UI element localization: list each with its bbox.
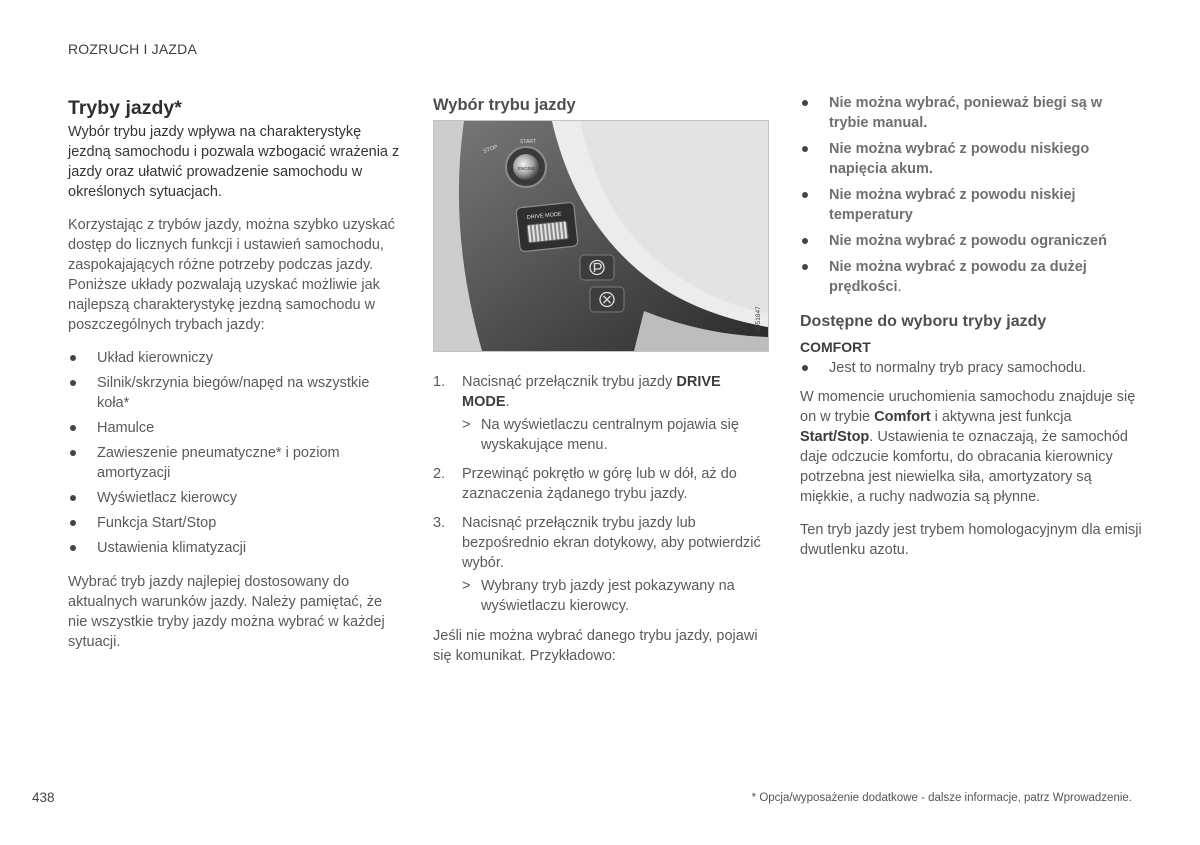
page-title: Tryby jazdy* xyxy=(68,97,182,119)
step-body xyxy=(462,372,771,455)
step-number: 1. xyxy=(433,374,446,390)
step-result-text: Wybrany tryb jazdy jest pokazywany na wyświetlaczu kierowcy. xyxy=(481,578,735,614)
list-item: Układ kierowniczy xyxy=(68,348,402,368)
message-text: Nie można wybrać, ponieważ biegi są w trybie manual. xyxy=(829,95,1103,131)
closing-paragraph: Wybrać tryb jazdy najlepiej dostosowany do aktualnych warunków jazdy. Należy pamiętać, że nie wszystkie tryby jazdy można wybrać w każdej sytuacji. xyxy=(68,574,385,650)
message-item xyxy=(800,93,1145,133)
message-item xyxy=(800,185,1145,225)
body-paragraph: Ten tryb jazdy jest trybem homologacyjnym dla emisji dwutlenku azotu. xyxy=(800,522,1142,558)
emphasized-term: DRIVE MODE xyxy=(462,374,721,410)
step-number: 3. xyxy=(433,515,446,531)
message-text: Nie można wybrać z powodu ograniczeń xyxy=(829,233,1107,249)
drive-mode-console-photo xyxy=(434,121,768,351)
intro-paragraph: Wybór trybu jazdy wpływa na charakterystykę jezdną samochodu i pozwala wzbogacić wrażenia z jazdy oraz ułatwić prowadzenie samochodu w określonych sytuacjach. xyxy=(68,124,400,200)
drive-mode-console-figure xyxy=(433,120,769,352)
result-marker: > xyxy=(462,578,471,594)
available-modes-heading: Dostępne do wyboru tryby jazdy xyxy=(800,313,1047,330)
start-label: START xyxy=(520,139,536,145)
message-text: Nie można wybrać z powodu niskiej temperatury xyxy=(829,187,1076,223)
unavailable-messages-list xyxy=(800,93,1145,297)
column-selection xyxy=(433,93,771,679)
step-text: Nacisnąć przełącznik trybu jazdy lub bezpośrednio ekran dotykowy, aby potwierdzić wybór. xyxy=(462,515,761,571)
message-text: Nie można wybrać z powodu za dużej prędkości xyxy=(829,259,1087,295)
message-item xyxy=(800,257,1145,297)
parking-brake-button xyxy=(580,255,614,280)
column-modes xyxy=(800,93,1145,573)
emphasized-term: Comfort xyxy=(874,409,931,425)
message-item xyxy=(800,139,1145,179)
selection-steps xyxy=(433,372,771,616)
list-item: Wyświetlacz kierowcy xyxy=(68,488,402,508)
step-body xyxy=(462,464,771,504)
affected-systems-list xyxy=(68,348,402,558)
engine-label: ENGINE xyxy=(518,166,536,171)
step-item xyxy=(433,513,771,616)
list-item: Jest to normalny tryb pracy samochodu. xyxy=(800,358,1145,378)
step-result xyxy=(462,415,771,455)
comfort-bullets xyxy=(800,358,1145,378)
step-result xyxy=(462,576,771,616)
list-item: Zawieszenie pneumatyczne* i poziom amortyzacji xyxy=(68,443,402,483)
column-intro xyxy=(68,93,402,665)
list-item: Hamulce xyxy=(68,418,402,438)
list-item: Funkcja Start/Stop xyxy=(68,513,402,533)
selection-heading: Wybór trybu jazdy xyxy=(433,96,576,114)
step-item xyxy=(433,464,771,504)
body-paragraph: W momencie uruchomienia samochodu znajduje się on w trybie Comfort i aktywna jest funkcja Start/Stop. Ustawienia te oznaczają, że samochód daje odczucie komfortu, do obracania kierownicy potrzebna jest niewielka siła, amortyzatory są miękkie, a ruchy nadwozia są płynne. xyxy=(800,389,1136,505)
page-number: 438 xyxy=(32,790,55,805)
drive-mode-label: DRIVE MODE xyxy=(526,211,562,222)
description-paragraph: Korzystając z trybów jazdy, można szybko uzyskać dostęp do licznych funkcji i ustawień samochodu, zaspokajających różne potrzeby podczas jazdy. Poniższe układy pozwalają uzyskać możliwie jak najlepszą charakterystykę jezdną samochodu w poszczególnych trybach jazdy: xyxy=(68,217,395,333)
step-result-text: Na wyświetlaczu centralnym pojawia się wyskakujące menu. xyxy=(481,417,739,453)
comfort-description xyxy=(800,387,1145,560)
list-item: Silnik/skrzynia biegów/napęd na wszystkie koła* xyxy=(68,373,402,413)
mode-name-comfort: COMFORT xyxy=(800,339,871,355)
step-number: 2. xyxy=(433,466,446,482)
message-text: Nie można wybrać z powodu niskiego napięcia akum. xyxy=(829,141,1090,177)
section-header: ROZRUCH I JAZDA xyxy=(68,41,197,57)
list-item: Ustawienia klimatyzacji xyxy=(68,538,402,558)
figure-code: G051847 xyxy=(755,306,762,333)
emphasized-term: Start/Stop xyxy=(800,429,870,445)
stop-label: STOP xyxy=(482,144,499,155)
footnote: * Opcja/wyposażenie dodatkowe - dalsze informacje, patrz Wprowadzenie. xyxy=(751,792,1132,804)
step-text: Nacisnąć przełącznik trybu jazdy DRIVE MODE. xyxy=(462,374,721,410)
result-marker: > xyxy=(462,417,471,433)
drive-mode-roller xyxy=(527,221,569,243)
step-text: Przewinąć pokrętło w górę lub w dół, aż do zaznaczenia żądanego trybu jazdy. xyxy=(462,466,737,502)
message-suffix: . xyxy=(897,279,902,295)
message-intro-paragraph: Jeśli nie można wybrać danego trybu jazdy, pojawi się komunikat. Przykładowo: xyxy=(433,628,758,664)
step-body xyxy=(462,513,771,616)
step-item xyxy=(433,372,771,455)
message-item xyxy=(800,231,1145,251)
